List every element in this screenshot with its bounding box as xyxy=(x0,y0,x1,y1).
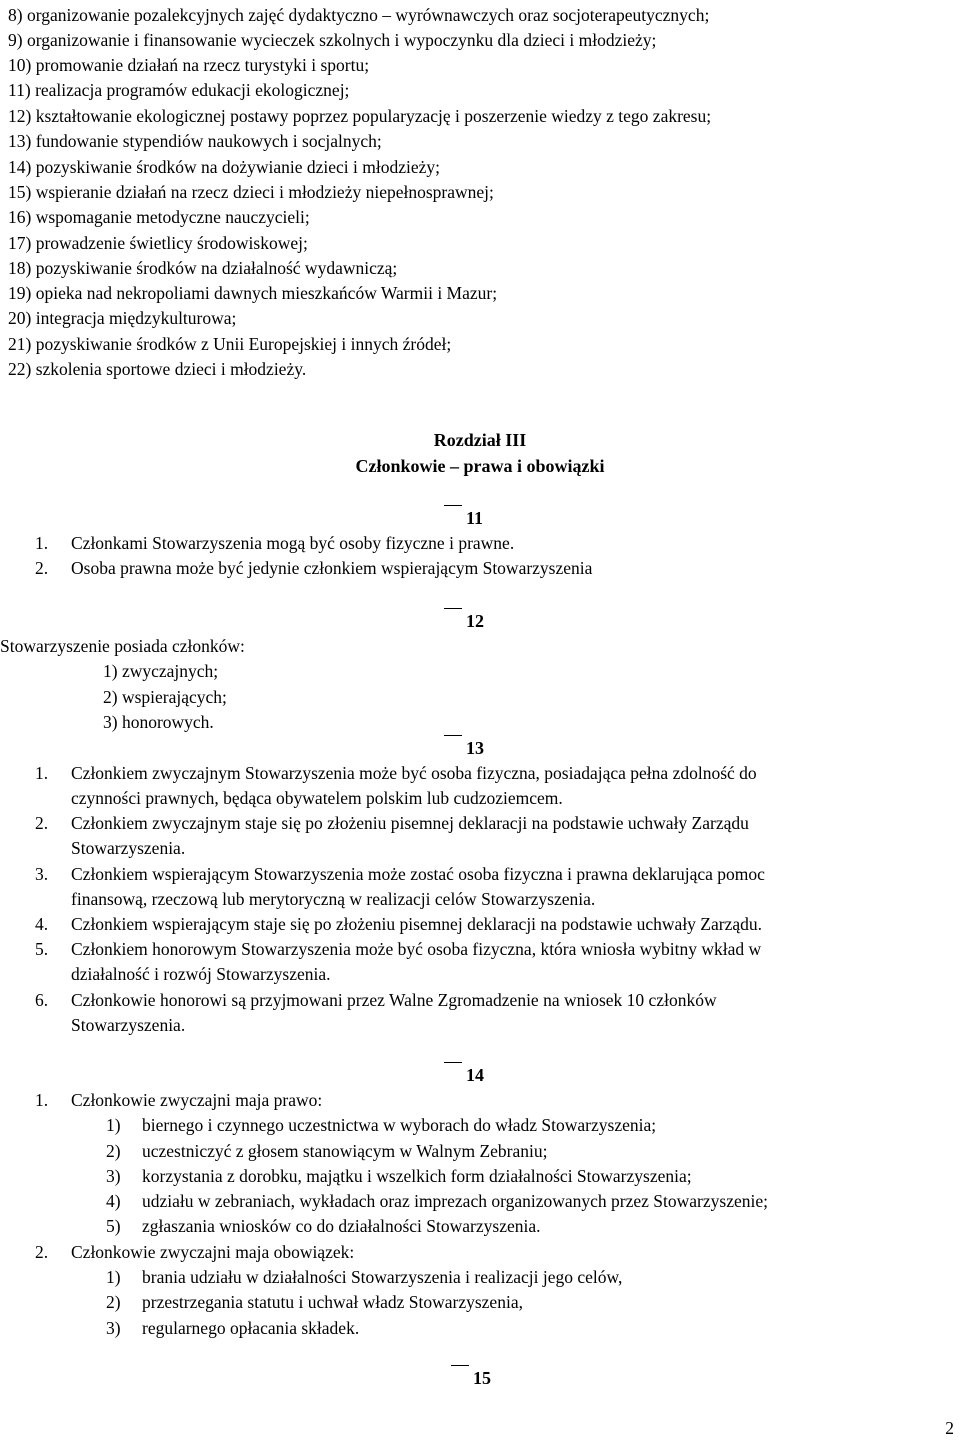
section-11-heading xyxy=(466,506,483,532)
list-item-number: 18) xyxy=(8,258,32,278)
item-number: 2. xyxy=(35,813,49,833)
item-text: Członkowie honorowi są przyjmowani przez Walne Zgromadzenie na wniosek 10 członków xyxy=(71,990,717,1010)
list-item xyxy=(8,256,397,282)
list-item xyxy=(8,332,451,358)
section-12-heading xyxy=(466,609,484,635)
list-item-number: 14) xyxy=(8,157,32,177)
list-item-number: 17) xyxy=(8,233,32,253)
list-item-number: 10) xyxy=(8,55,32,75)
page-number: 2 xyxy=(945,1418,954,1438)
subitem-number: 1) xyxy=(106,1115,121,1135)
subitem-text: korzystania z dorobku, majątku i wszelkich form działalności Stowarzyszenia; xyxy=(142,1166,692,1186)
item-number: 2. xyxy=(35,558,49,578)
section-number: 14 xyxy=(466,1065,484,1085)
list-item xyxy=(8,306,236,332)
list-item-text: szkolenia sportowe dzieci i młodzieży. xyxy=(35,359,307,379)
section-sign-icon xyxy=(444,1051,462,1063)
list-item xyxy=(8,78,349,104)
item-text: Członkowie zwyczajni maja prawo: xyxy=(71,1090,323,1110)
item-text: Członkiem honorowym Stowarzyszenia może być osoba fizyczna, która wniosła wybitny wkład w xyxy=(71,939,762,959)
list-item-number: 22) xyxy=(8,359,32,379)
section-sign-icon xyxy=(444,494,462,506)
section-sign-icon xyxy=(444,597,462,609)
subitem-text: udziału w zebraniach, wykładach oraz imprezach organizowanych przez Stowarzyszenie; xyxy=(142,1191,768,1211)
list-item: 2) wspierających; xyxy=(103,687,227,707)
list-item-number: 16) xyxy=(8,207,32,227)
list-item-text: pozyskiwanie środków na dożywianie dzieci i młodzieży; xyxy=(35,157,441,177)
list-item xyxy=(8,205,310,231)
list-item-text: fundowanie stypendiów naukowych i socjalnych; xyxy=(35,131,382,151)
list-item-number: 21) xyxy=(8,334,32,354)
subitem-number: 1) xyxy=(106,1267,121,1287)
item-text: Członkiem wspierającym Stowarzyszenia może zostać osoba fizyczna i prawna deklarująca pomoc xyxy=(71,864,765,884)
item-text: Członkowie zwyczajni maja obowiązek: xyxy=(71,1242,355,1262)
section-14-heading xyxy=(466,1063,484,1089)
list-item xyxy=(8,180,494,206)
section-13-heading xyxy=(466,736,484,762)
list-item-text: pozyskiwanie środków z Unii Europejskiej i innych źródeł; xyxy=(35,334,452,354)
item-text: Członkiem zwyczajnym staje się po złożeniu pisemnej deklaracji na podstawie uchwały Zarządu xyxy=(71,813,749,833)
subitem-text: przestrzegania statutu i uchwał władz Stowarzyszenia, xyxy=(142,1292,523,1312)
list-item xyxy=(8,3,709,29)
list-item-text: wspomaganie metodyczne nauczycieli; xyxy=(35,207,310,227)
list-item-text: realizacja programów edukacji ekologicznej; xyxy=(35,80,350,100)
subitem-text: brania udziału w działalności Stowarzyszenia i realizacji jego celów, xyxy=(142,1267,623,1287)
subitem-number: 2) xyxy=(106,1292,121,1312)
list-item xyxy=(8,281,497,307)
item-text: Stowarzyszenia. xyxy=(71,1015,186,1035)
list-item-number: 15) xyxy=(8,182,32,202)
list-item xyxy=(8,28,656,54)
list-item-number: 19) xyxy=(8,283,32,303)
item-number: 4. xyxy=(35,914,49,934)
list-item-text: promowanie działań na rzecz turystyki i sportu; xyxy=(35,55,370,75)
item-text: Członkami Stowarzyszenia mogą być osoby fizyczne i prawne. xyxy=(71,533,515,553)
list-item-number: 9) xyxy=(8,30,23,50)
item-text: działalność i rozwój Stowarzyszenia. xyxy=(71,964,331,984)
item-text: czynności prawnych, będąca obywatelem polskim lub cudzoziemcem. xyxy=(71,788,563,808)
list-item xyxy=(8,155,440,181)
list-item-text: organizowanie pozalekcyjnych zajęć dydaktyczno – wyrównawczych oraz socjoterapeutycznych; xyxy=(26,5,710,25)
subitem-text: zgłaszania wniosków co do działalności Stowarzyszenia. xyxy=(142,1216,541,1236)
section-number: 13 xyxy=(466,738,484,758)
list-item xyxy=(8,231,308,257)
item-text: Stowarzyszenia. xyxy=(71,838,186,858)
item-number: 1. xyxy=(35,763,49,783)
list-item-number: 13) xyxy=(8,131,32,151)
list-item-text: prowadzenie świetlicy środowiskowej; xyxy=(35,233,308,253)
subitem-text: uczestniczyć z głosem stanowiącym w Walnym Zebraniu; xyxy=(142,1141,548,1161)
item-number: 6. xyxy=(35,990,49,1010)
list-item-text: wspieranie działań na rzecz dzieci i młodzieży niepełnosprawnej; xyxy=(35,182,494,202)
item-number: 2. xyxy=(35,1242,49,1262)
item-number: 5. xyxy=(35,939,49,959)
list-item-text: opieka nad nekropoliami dawnych mieszkańców Warmii i Mazur; xyxy=(35,283,498,303)
list-item-number: 20) xyxy=(8,308,32,328)
list-item: 1) zwyczajnych; xyxy=(103,661,219,681)
section-sign-icon xyxy=(444,724,462,736)
subitem-text: biernego i czynnego uczestnictwa w wyborach do władz Stowarzyszenia; xyxy=(142,1115,657,1135)
list-item: 3) honorowych. xyxy=(103,712,214,732)
list-item-number: 8) xyxy=(8,5,23,25)
list-item xyxy=(8,53,369,79)
subitem-number: 3) xyxy=(106,1318,121,1338)
item-text: Osoba prawna może być jedynie członkiem wspierającym Stowarzyszenia xyxy=(71,558,593,578)
section-12-intro: Stowarzyszenie posiada członków: xyxy=(0,636,245,656)
chapter-subtitle: Członkowie – prawa i obowiązki xyxy=(355,456,605,476)
item-number: 1. xyxy=(35,533,49,553)
subitem-text: regularnego opłacania składek. xyxy=(142,1318,360,1338)
subitem-number: 3) xyxy=(106,1166,121,1186)
item-text: Członkiem wspierającym staje się po złożeniu pisemnej deklaracji na podstawie uchwały Zarządu. xyxy=(71,914,763,934)
subitem-number: 4) xyxy=(106,1191,121,1211)
list-item-text: kształtowanie ekologicznej postawy poprzez popularyzację i poszerzenie wiedzy z tego zakresu; xyxy=(35,106,712,126)
list-item-text: integracja międzykulturowa; xyxy=(35,308,237,328)
subitem-number: 5) xyxy=(106,1216,121,1236)
section-number: 12 xyxy=(466,611,484,631)
chapter-title: Rozdział III xyxy=(433,430,527,450)
item-text: Członkiem zwyczajnym Stowarzyszenia może być osoba fizyczna, posiadająca pełna zdolność do xyxy=(71,763,757,783)
list-item-number: 11) xyxy=(8,80,31,100)
list-item-number: 12) xyxy=(8,106,32,126)
item-text: finansową, rzeczową lub merytoryczną w realizacji celów Stowarzyszenia. xyxy=(71,889,596,909)
section-sign-icon xyxy=(451,1354,469,1366)
section-number: 11 xyxy=(466,508,484,528)
list-item-text: organizowanie i finansowanie wycieczek szkolnych i wypoczynku dla dzieci i młodzieży; xyxy=(26,30,657,50)
item-number: 1. xyxy=(35,1090,49,1110)
list-item-text: pozyskiwanie środków na działalność wydawniczą; xyxy=(35,258,398,278)
item-number: 3. xyxy=(35,864,49,884)
subitem-number: 2) xyxy=(106,1141,121,1161)
list-item xyxy=(8,357,306,383)
section-15-heading xyxy=(473,1366,491,1392)
list-item xyxy=(8,104,711,130)
section-number: 15 xyxy=(473,1368,491,1388)
list-item xyxy=(8,129,382,155)
